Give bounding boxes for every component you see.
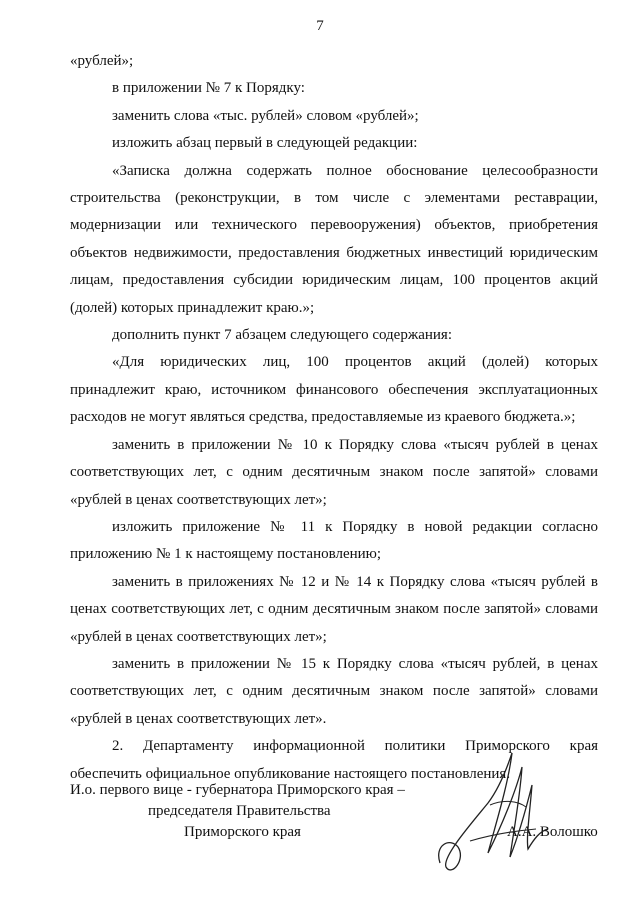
paragraph-restate-first: изложить абзац первый в следующей редакции: xyxy=(112,135,418,152)
paragraph-point-2-cont: обеспечить официальное опубликование настоящего постановления. xyxy=(70,765,511,782)
signatory-title-line3: Приморского края xyxy=(184,824,301,840)
handwritten-signature-icon xyxy=(430,745,570,885)
paragraph-quote-legal-entities: «Для юридических лиц, 100 процентов акций (долей) которых принадлежит краю, источником финансового обеспечения эксплуатационных расходов не могут являться средства, предоставляемые из краевого бюджета.»; xyxy=(70,354,598,426)
paragraph-appendix-12-14: заменить в приложениях № 12 и № 14 к Порядку слова «тысяч рублей в ценах соответствующих лет, с одним десятичным знаком после запятой» словами «рублей в ценах соответствующих лет»; xyxy=(70,573,598,645)
paragraph-continuation: «рублей»; xyxy=(70,53,134,69)
document-body xyxy=(70,48,598,788)
paragraph-point-2: 2. Департаменту информационной политики Приморского края xyxy=(112,738,598,755)
signatory-title-line1: И.о. первого вице - губернатора Приморского края – xyxy=(70,782,405,798)
paragraph-appendix-10: заменить в приложении № 10 к Порядку слова «тысяч рублей в ценах соответствующих лет, с одним десятичным знаком после запятой» словами «рублей в ценах соответствующих лет»; xyxy=(70,436,598,508)
paragraph-add-point-7: дополнить пункт 7 абзацем следующего содержания: xyxy=(112,327,452,344)
paragraph-appendix-11: изложить приложение № 11 к Порядку в новой редакции согласно приложению № 1 к настоящему постановлению; xyxy=(70,518,598,563)
paragraph-appendix-7: в приложении № 7 к Порядку: xyxy=(112,80,305,97)
paragraph-replace-words: заменить слова «тыс. рублей» словом «рублей»; xyxy=(112,107,419,124)
page-number: 7 xyxy=(316,18,324,34)
signatory-name: А.А. Волошко xyxy=(507,824,598,840)
paragraph-quote-note: «Записка должна содержать полное обоснование целесообразности строительства (реконструкции, в том числе с элементами реставрации, модернизации или технического перевооружения) объектов, приобретения объектов недвижимости, предоставления бюджетных инвестиций юридическим лицам, предоставления субсидии юридическим лицам, 100 процентов акций (долей) которых принадлежит краю.»; xyxy=(70,162,598,316)
signatory-title-line2: председателя Правительства xyxy=(148,803,331,819)
paragraph-appendix-15: заменить в приложении № 15 к Порядку слова «тысяч рублей, в ценах соответствующих лет, с одним десятичным знаком после запятой» словами «рублей в ценах соответствующих лет». xyxy=(70,655,598,727)
